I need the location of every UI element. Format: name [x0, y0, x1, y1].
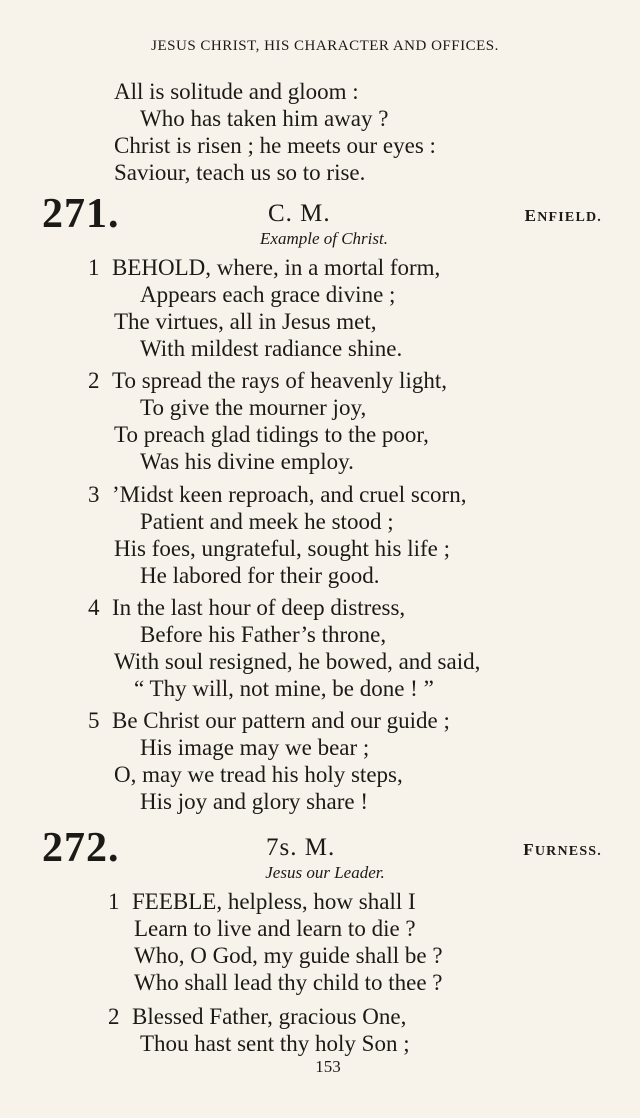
hymn-meter: 7s. M.	[266, 834, 336, 861]
verse-text: To spread the rays of heavenly light,	[112, 368, 447, 393]
tune-rest: NFIELD.	[537, 210, 602, 225]
verse-line	[88, 254, 440, 281]
verse-line: To preach glad tidings to the poor,	[114, 422, 429, 447]
verse-line: His joy and glory share !	[140, 789, 369, 814]
verse-number: 5	[88, 708, 100, 733]
verse-number: 2	[108, 1004, 120, 1029]
verse-line	[88, 707, 450, 734]
verse-line	[108, 1003, 406, 1030]
verse-line: Learn to live and learn to die ?	[134, 916, 416, 941]
verse-number: 1	[108, 889, 120, 914]
verse-line	[88, 481, 466, 508]
tune-rest: URNESS.	[534, 844, 602, 859]
verse-line: With mildest radiance shine.	[140, 336, 403, 361]
hymn-subtitle: Jesus our Leader.	[265, 863, 385, 882]
verse-line: With soul resigned, he bowed, and said,	[114, 649, 481, 674]
hymn-number: 272.	[42, 825, 120, 871]
hymn-number: 271.	[42, 191, 120, 237]
verse-line: His image may we bear ;	[140, 735, 370, 760]
verse-text: ’Midst keen reproach, and cruel scorn,	[112, 482, 467, 507]
tune-initial: E	[524, 206, 538, 225]
verse-number: 2	[88, 368, 100, 393]
verse-number: 4	[88, 595, 100, 620]
verse-text: BEHOLD, where, in a mortal form,	[112, 255, 441, 280]
verse-number: 3	[88, 482, 100, 507]
verse-line: His foes, ungrateful, sought his life ;	[114, 536, 451, 561]
verse-line: Who shall lead thy child to thee ?	[134, 970, 443, 995]
verse-line: Thou hast sent thy holy Son ;	[140, 1031, 410, 1056]
opening-line-4: Saviour, teach us so to rise.	[114, 160, 366, 185]
verse-line: O, may we tread his holy steps,	[114, 762, 403, 787]
hymn-tune	[523, 840, 602, 860]
verse-number: 1	[88, 255, 100, 280]
verse-text: In the last hour of deep distress,	[112, 595, 406, 620]
verse-line	[88, 367, 447, 394]
opening-line-2: Who has taken him away ?	[140, 106, 389, 131]
verse-line: Who, O God, my guide shall be ?	[134, 943, 443, 968]
verse-line: Was his divine employ.	[140, 449, 354, 474]
tune-initial: F	[523, 840, 535, 859]
hymn-tune	[525, 206, 602, 226]
hymn-meter: C. M.	[268, 200, 331, 227]
verse-line: “ Thy will, not mine, be done ! ”	[134, 676, 434, 701]
page-number: 153	[315, 1057, 341, 1076]
verse-text: FEEBLE, helpless, how shall I	[132, 889, 416, 914]
verse-line: Appears each grace divine ;	[140, 282, 396, 307]
verse-line	[108, 888, 416, 915]
hymn-subtitle: Example of Christ.	[260, 229, 388, 248]
verse-line: The virtues, all in Jesus met,	[114, 309, 377, 334]
opening-line-1: All is solitude and gloom :	[114, 79, 359, 104]
verse-line: Patient and meek he stood ;	[140, 509, 394, 534]
verse-text: Blessed Father, gracious One,	[132, 1004, 407, 1029]
verse-text: Be Christ our pattern and our guide ;	[112, 708, 450, 733]
running-head: JESUS CHRIST, HIS CHARACTER AND OFFICES.	[151, 38, 499, 54]
verse-line	[88, 594, 405, 621]
verse-line: Before his Father’s throne,	[140, 622, 387, 647]
verse-line: He labored for their good.	[140, 563, 380, 588]
verse-line: To give the mourner joy,	[140, 395, 367, 420]
opening-line-3: Christ is risen ; he meets our eyes :	[114, 133, 436, 158]
